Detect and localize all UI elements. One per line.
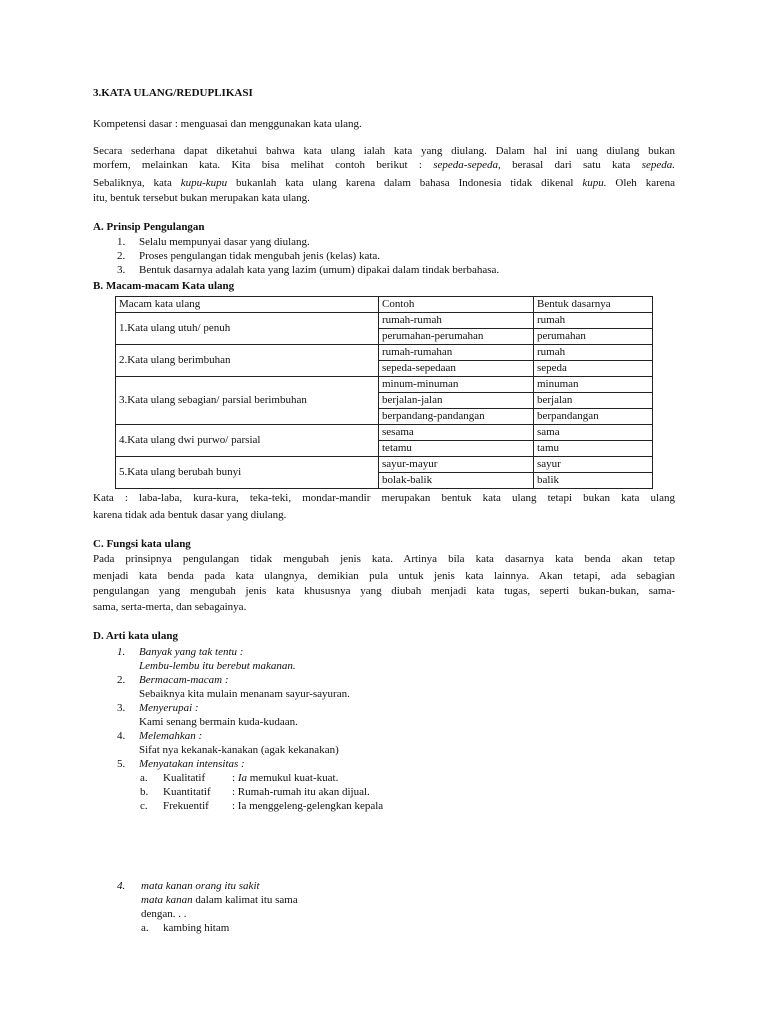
table-header: Macam kata ulang [116, 297, 379, 313]
table-cell-type: 3.Kata ulang sebagian/ parsial berimbuhan [116, 377, 379, 425]
arti-example: Kami senang bermain kuda-kudaan. [139, 716, 298, 728]
list-item: Bentuk dasarnya adalah kata yang lazim (umum) dipakai dalam tindak berbahasa. [139, 264, 500, 276]
intro-line-3: Sebaliknya, kata kupu-kupu bukanlah kata ulang karena dalam bahasa Indonesia tidak dikenal kupu. Oleh karena [93, 177, 675, 189]
fungsi-line-2: menjadi kata benda pada kata ulangnya, demikian pula untuk jenis kata lainnya. Akan tetapi, ada sebagian [93, 570, 675, 582]
intro-line-1: Secara sederhana dapat diketahui bahwa kata ulang ialah kata yang diulang. Dalam hal ini uang diulang bukan [93, 145, 675, 157]
list-item: Selalu mempunyai dasar yang diulang. [139, 236, 310, 248]
arti-example: Sebaiknya kita mulain menanam sayur-sayuran. [139, 688, 350, 700]
list-number: 3. [117, 264, 126, 276]
table-cell: minuman [534, 377, 653, 393]
list-number: 1. [117, 236, 126, 248]
table-cell: berjalan-jalan [379, 393, 534, 409]
section-b-heading: B. Macam-macam Kata ulang [93, 280, 235, 292]
table-cell: sayur-mayur [379, 457, 534, 473]
table-cell: rumah [534, 345, 653, 361]
table-cell: balik [534, 473, 653, 489]
table-header-row [116, 297, 653, 313]
table-cell: sayur [534, 457, 653, 473]
table-cell-type: 5.Kata ulang berubah bunyi [116, 457, 379, 489]
table-cell: perumahan [534, 329, 653, 345]
table-cell: rumah-rumahan [379, 345, 534, 361]
list-item: Proses pengulangan tidak mengubah jenis (kelas) kata. [139, 250, 381, 262]
table-cell: sepeda-sepedaan [379, 361, 534, 377]
arti-example: Sifat nya kekanak-kanakan (agak kekanakan) [139, 744, 339, 756]
table-cell-type: 2.Kata ulang berimbuhan [116, 345, 379, 377]
sub-example: : Rumah-rumah itu akan dijual. [232, 786, 370, 798]
arti-label: Melemahkan : [139, 730, 203, 742]
table-row [116, 313, 653, 329]
table-cell: tamu [534, 441, 653, 457]
sub-letter: a. [140, 772, 148, 784]
table-cell: perumahan-perumahan [379, 329, 534, 345]
table-row [116, 457, 653, 473]
section-d-heading: D. Arti kata ulang [93, 630, 178, 642]
list-number: 3. [117, 702, 126, 714]
option-text: kambing hitam [163, 922, 230, 934]
table-cell: berpandang-pandangan [379, 409, 534, 425]
list-number: 1. [117, 646, 126, 658]
note-line-2: karena tidak ada bentuk dasar yang diulang. [93, 509, 287, 521]
section-c-heading: C. Fungsi kata ulang [93, 538, 191, 550]
list-number: 4. [117, 730, 126, 742]
sub-example: : Ia menggeleng-gelengkan kepala [232, 800, 384, 812]
table-cell: berjalan [534, 393, 653, 409]
option-letter: a. [141, 922, 149, 934]
table-cell: rumah [534, 313, 653, 329]
question-line-2: mata kanan dalam kalimat itu sama [141, 894, 298, 906]
table-cell-type: 4.Kata ulang dwi purwo/ parsial [116, 425, 379, 457]
table-cell: sesama [379, 425, 534, 441]
sub-kind: Frekuentif [163, 800, 209, 812]
arti-example: Lembu-lembu itu berebut makanan. [139, 660, 296, 672]
arti-label: Menyatakan intensitas : [139, 758, 245, 770]
note-line-1: Kata : laba-laba, kura-kura, teka-teki, mondar-mandir merupakan bentuk kata ulang tetapi bukan kata ulang [93, 492, 675, 504]
table-row [116, 425, 653, 441]
kompetensi-text: Kompetensi dasar : menguasai dan menggunakan kata ulang. [93, 118, 362, 130]
arti-label: Banyak yang tak tentu : [139, 646, 244, 658]
intro-line-4: itu, bentuk tersebut bukan merupakan kata ulang. [93, 192, 310, 204]
list-number: 5. [117, 758, 126, 770]
intro-line-2: morfem, melainkan kata. Kita bisa melihat contoh berikut : sepeda-sepeda, berasal dari satu kata sepeda. [93, 159, 675, 171]
kata-ulang-table [115, 296, 653, 489]
sub-example: : Ia memukul kuat-kuat. [232, 772, 339, 784]
fungsi-line-3: pengulangan yang mengubah jenis kata khususnya yang diubah menjadi kata tugas, seperti bukan-bukan, sama- [93, 585, 675, 597]
table-header: Bentuk dasarnya [534, 297, 653, 313]
arti-label: Menyerupai : [139, 702, 199, 714]
arti-label: Bermacam-macam : [139, 674, 229, 686]
table-cell: minum-minuman [379, 377, 534, 393]
table-cell-type: 1.Kata ulang utuh/ penuh [116, 313, 379, 345]
sub-kind: Kualitatif [163, 772, 206, 784]
section-a-heading: A. Prinsip Pengulangan [93, 221, 205, 233]
list-number: 2. [117, 250, 126, 262]
table-row [116, 345, 653, 361]
table-cell: sama [534, 425, 653, 441]
sub-kind: Kuantitatif [163, 786, 211, 798]
list-number: 2. [117, 674, 126, 686]
table-cell: tetamu [379, 441, 534, 457]
sub-letter: c. [140, 800, 148, 812]
page-title: 3.KATA ULANG/REDUPLIKASI [93, 87, 253, 99]
table-cell: berpandangan [534, 409, 653, 425]
sub-letter: b. [140, 786, 149, 798]
table-cell: sepeda [534, 361, 653, 377]
question-line-1: mata kanan orang itu sakit [141, 880, 260, 892]
question-number: 4. [117, 880, 126, 892]
table-header: Contoh [379, 297, 534, 313]
fungsi-line-1: Pada prinsipnya pengulangan tidak mengubah jenis kata. Artinya bila kata dasarnya kata benda akan tetap [93, 553, 675, 565]
question-line-3: dengan. . . [141, 908, 187, 920]
table-cell: rumah-rumah [379, 313, 534, 329]
table-row [116, 377, 653, 393]
table-cell: bolak-balik [379, 473, 534, 489]
fungsi-line-4: sama, serta-merta, dan sebagainya. [93, 601, 247, 613]
